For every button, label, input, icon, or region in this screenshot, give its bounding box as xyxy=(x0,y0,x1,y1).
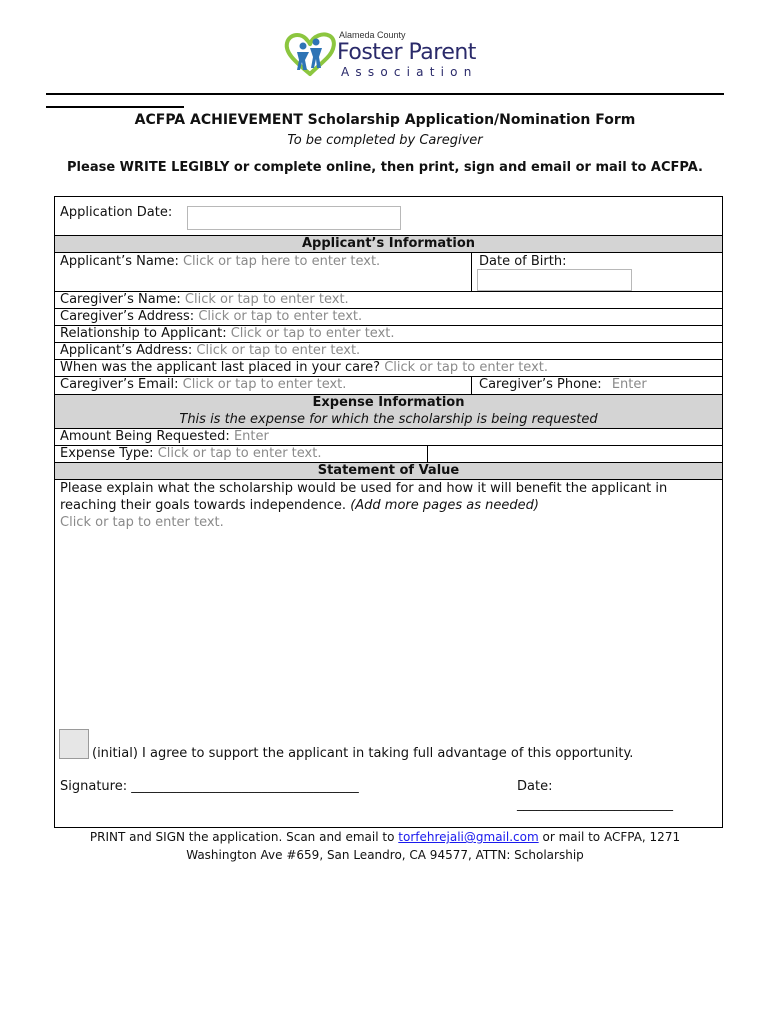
date-label: Date: xyxy=(517,779,553,794)
form-instructions: Please WRITE LEGIBLY or complete online, then print, sign and email or mail to ACFPA. xyxy=(67,160,703,175)
row-divider xyxy=(54,252,723,253)
relationship-label: Relationship to Applicant: xyxy=(60,326,227,341)
column-divider xyxy=(471,376,472,394)
signature-row xyxy=(60,779,359,794)
statement-section-header: Statement of Value xyxy=(317,463,460,478)
applicant-section-header: Applicant’s Information xyxy=(302,236,475,251)
statement-prompt-note: (Add more pages as needed) xyxy=(350,498,539,513)
footer-email-link[interactable]: torfehrejali@gmail.com xyxy=(398,830,539,844)
expense-type-row xyxy=(60,446,321,461)
caregiver-email-row xyxy=(60,377,346,392)
footer-instructions xyxy=(60,828,710,864)
signature-line[interactable]: ___________________________________ xyxy=(131,779,359,794)
caregiver-phone-label: Caregiver’s Phone: xyxy=(479,377,602,392)
caregiver-email-input[interactable]: Click or tap to enter text. xyxy=(182,377,347,392)
header-rule-short xyxy=(46,106,184,108)
statement-input[interactable]: Click or tap to enter text. xyxy=(60,515,224,530)
expense-section-subheader: This is the expense for which the scholarship is being requested xyxy=(179,412,598,427)
acfpa-logo xyxy=(283,28,493,80)
dob-label: Date of Birth: xyxy=(479,254,567,269)
caregiver-address-input[interactable]: Click or tap to enter text. xyxy=(198,309,363,324)
application-date-label: Application Date: xyxy=(60,205,173,220)
last-placed-row xyxy=(60,360,548,375)
signature-label: Signature: xyxy=(60,779,128,794)
relationship-input[interactable]: Click or tap to enter text. xyxy=(230,326,395,341)
agreement-text: (initial) I agree to support the applicant in taking full advantage of this opportunity. xyxy=(92,746,634,761)
application-date-input[interactable] xyxy=(187,206,401,230)
statement-prompt xyxy=(60,480,715,531)
last-placed-label: When was the applicant last placed in your care? xyxy=(60,360,381,375)
date-line[interactable]: ________________________ xyxy=(517,797,673,812)
footer-text-before: PRINT and SIGN the application. Scan and email to xyxy=(89,830,395,844)
amount-row xyxy=(60,429,269,444)
applicant-address-input[interactable]: Click or tap to enter text. xyxy=(196,343,361,358)
applicant-name-row xyxy=(60,254,380,269)
amount-label: Amount Being Requested: xyxy=(60,429,230,444)
applicant-name-input[interactable]: Click or tap here to enter text. xyxy=(182,254,381,269)
column-divider xyxy=(471,252,472,291)
relationship-row xyxy=(60,326,395,341)
applicant-address-row xyxy=(60,343,360,358)
caregiver-name-label: Caregiver’s Name: xyxy=(60,292,181,307)
caregiver-address-row xyxy=(60,309,362,324)
heart-family-icon xyxy=(283,30,337,78)
caregiver-phone-input[interactable]: Enter xyxy=(611,377,647,392)
footer-text-after: or mail to ACFPA, 1271 Washington Ave #659, San Leandro, CA 94577, ATTN: Scholarship xyxy=(186,830,681,862)
logo-tagline-text: Association xyxy=(341,65,478,79)
expense-section-header: Expense Information xyxy=(312,395,465,410)
form-subtitle: To be completed by Caregiver xyxy=(287,133,483,148)
amount-input[interactable]: Enter xyxy=(233,429,269,444)
dob-input[interactable] xyxy=(477,269,632,291)
column-divider xyxy=(427,445,428,463)
last-placed-input[interactable]: Click or tap to enter text. xyxy=(384,360,548,375)
logo-name-text: Foster Parent xyxy=(337,40,476,65)
header-rule xyxy=(46,93,724,95)
expense-type-input[interactable]: Click or tap to enter text. xyxy=(157,446,322,461)
caregiver-email-label: Caregiver’s Email: xyxy=(60,377,179,392)
caregiver-name-input[interactable]: Click or tap to enter text. xyxy=(184,292,349,307)
caregiver-address-label: Caregiver’s Address: xyxy=(60,309,195,324)
expense-type-label: Expense Type: xyxy=(60,446,154,461)
applicant-address-label: Applicant’s Address: xyxy=(60,343,193,358)
applicant-name-label: Applicant’s Name: xyxy=(60,254,179,269)
caregiver-name-row xyxy=(60,292,349,307)
caregiver-phone-row xyxy=(479,377,647,392)
initial-checkbox[interactable] xyxy=(59,729,89,759)
logo-county-text: Alameda County xyxy=(339,30,406,40)
statement-prompt-text: Please explain what the scholarship would be used for and how it will benefit the applicant in reaching their goals towards independence. xyxy=(60,481,668,513)
form-title: ACFPA ACHIEVEMENT Scholarship Application/Nomination Form xyxy=(134,112,636,128)
